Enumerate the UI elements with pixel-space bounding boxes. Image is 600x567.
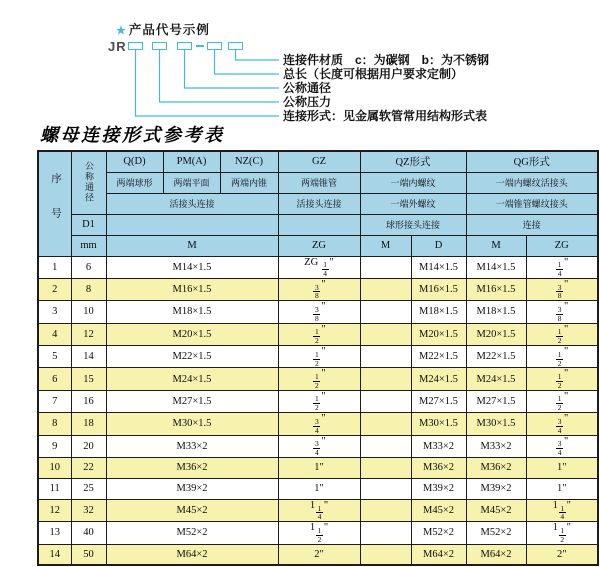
cell-qg-zg: 2": [526, 544, 598, 565]
cell-qg-zg: 1 $\frac{1}{2}$ ": [526, 522, 598, 544]
cell-qz-m: [360, 278, 411, 300]
fraction: $\frac{1}{2}$: [314, 372, 319, 390]
cell-dn: 15: [71, 368, 106, 390]
table-row: [38, 390, 598, 412]
table-row: [38, 301, 598, 323]
header-mm: mm: [71, 235, 106, 256]
cell-qg-m: M14×1.5: [466, 256, 526, 278]
header-qz-desc2: 一端外螺纹: [360, 193, 466, 214]
callout-length: 总长（长度可根据用户要求定制）: [283, 67, 464, 81]
cell-zg: 2": [278, 544, 360, 565]
cell-m: M16×1.5: [106, 278, 278, 300]
header-unit-qz-d: D: [411, 235, 466, 256]
cell-dn: 18: [71, 413, 106, 435]
table-body: [38, 256, 598, 565]
cell-dn: 6: [71, 256, 106, 278]
cell-qg-m: M64×2: [466, 544, 526, 565]
header-gz-connection: 活接头连接: [278, 193, 360, 214]
cell-qg-m: M33×2: [466, 435, 526, 457]
cell-qz-m: [360, 435, 411, 457]
table-row: [38, 522, 598, 544]
cell-m: M36×2: [106, 457, 278, 478]
cell-m: M27×1.5: [106, 390, 278, 412]
header-dn: [71, 151, 106, 214]
cell-no: 1: [38, 256, 71, 278]
table-row: [38, 278, 598, 300]
header-seq: [38, 151, 71, 256]
cell-qg-m: M24×1.5: [466, 368, 526, 390]
fraction: $\frac{1}{2}$: [314, 394, 319, 413]
cell-m: M14×1.5: [106, 256, 278, 278]
product-code-diagram: [0, 0, 600, 130]
cell-qz-m: [360, 390, 411, 412]
cell-qz-d: M45×2: [411, 499, 466, 521]
cell-no: 12: [38, 499, 71, 521]
table-row: [38, 457, 598, 478]
cell-no: 5: [38, 346, 71, 368]
cell-qg-m: M39×2: [466, 478, 526, 499]
cell-qz-m: [360, 457, 411, 478]
cell-qg-zg: $\frac{3}{8}$ ": [526, 278, 598, 300]
cell-dn: 8: [71, 278, 106, 300]
cell-qg-m: M36×2: [466, 457, 526, 478]
cell-qz-m: [360, 478, 411, 499]
cell-qg-zg: 1": [526, 457, 598, 478]
cell-qz-m: [360, 256, 411, 278]
fraction: $\frac{3}{4}$: [314, 416, 319, 435]
header-unit-qg-m: M: [466, 235, 526, 256]
cell-qg-m: M20×1.5: [466, 323, 526, 345]
cell-qg-zg: $\frac{1}{2}$ ": [526, 390, 598, 412]
fraction: $\frac{1}{2}$: [560, 525, 565, 544]
header-blank-left: [106, 214, 278, 235]
cell-qg-m: M22×1.5: [466, 346, 526, 368]
fraction: $\frac{1}{4}$: [323, 260, 328, 278]
cell-dn: 12: [71, 323, 106, 345]
cell-m: M45×2: [106, 499, 278, 521]
callout-pressure: 公称压力: [283, 95, 332, 109]
fraction: $\frac{3}{4}$: [557, 416, 562, 435]
header-qg-code: QG形式: [466, 151, 598, 172]
cell-qg-m: M52×2: [466, 522, 526, 544]
cell-qg-m: M18×1.5: [466, 301, 526, 323]
cell-no: 4: [38, 323, 71, 345]
table-title: 螺母连接形式参考表: [40, 125, 225, 145]
header-q-code: Q(D): [106, 151, 163, 172]
table-row: [38, 256, 598, 278]
cell-zg: $\frac{1}{2}$ ": [278, 368, 360, 390]
cell-qg-m: M30×1.5: [466, 413, 526, 435]
fraction: $\frac{1}{4}$: [557, 260, 562, 278]
fraction: $\frac{3}{8}$: [557, 282, 562, 301]
header-pm-desc: 两端平面: [163, 172, 220, 193]
fraction: $\frac{3}{8}$: [314, 304, 319, 323]
cell-zg: $\frac{3}{4}$ ": [278, 413, 360, 435]
fraction: $\frac{3}{8}$: [314, 282, 319, 301]
cell-qz-d: M30×1.5: [411, 413, 466, 435]
cell-qz-m: [360, 499, 411, 521]
cell-qz-d: M22×1.5: [411, 346, 466, 368]
cell-qz-d: M52×2: [411, 522, 466, 544]
cell-no: 10: [38, 457, 71, 478]
cell-qg-zg: $\frac{1}{2}$ ": [526, 368, 598, 390]
header-qg-desc1: 一端内螺纹活接头: [466, 172, 598, 193]
fraction: $\frac{1}{2}$: [557, 327, 562, 346]
nut-connection-table: [37, 150, 599, 566]
cell-qg-zg: $\frac{1}{2}$ ": [526, 346, 598, 368]
cell-zg: $\frac{1}{2}$ ": [278, 346, 360, 368]
cell-m: M22×1.5: [106, 346, 278, 368]
cell-m: M64×2: [106, 544, 278, 565]
cell-zg: $\frac{3}{8}$ ": [278, 278, 360, 300]
cell-no: 7: [38, 390, 71, 412]
cell-m: M24×1.5: [106, 368, 278, 390]
cell-qz-d: M20×1.5: [411, 323, 466, 345]
cell-dn: 14: [71, 346, 106, 368]
header-pm-code: PM(A): [163, 151, 220, 172]
cell-qg-zg: $\frac{3}{8}$ ": [526, 301, 598, 323]
cell-dn: 22: [71, 457, 106, 478]
header-left-connection: 活接头连接: [106, 193, 278, 214]
cell-zg: 1 $\frac{1}{2}$ ": [278, 522, 360, 544]
fraction: $\frac{1}{2}$: [557, 349, 562, 368]
cell-qg-zg: 1 $\frac{1}{4}$ ": [526, 499, 598, 521]
example-heading-label: 产品代号示例: [128, 23, 210, 37]
cell-qg-m: M45×2: [466, 499, 526, 521]
cell-qz-d: M33×2: [411, 435, 466, 457]
cell-zg: ZG $\frac{1}{4}$ ": [278, 256, 360, 278]
header-qz-code: QZ形式: [360, 151, 466, 172]
fraction: $\frac{1}{2}$: [557, 372, 562, 390]
fraction: $\frac{1}{2}$: [557, 394, 562, 413]
cell-dn: 50: [71, 544, 106, 565]
cell-zg: $\frac{1}{2}$ ": [278, 323, 360, 345]
header-unit-m: M: [106, 235, 278, 256]
cell-qz-m: [360, 301, 411, 323]
header-qg-connection: 连接: [466, 214, 598, 235]
table-row: [38, 323, 598, 345]
cell-qz-m: [360, 413, 411, 435]
cell-dn: 25: [71, 478, 106, 499]
cell-no: 11: [38, 478, 71, 499]
cell-qg-zg: 1": [526, 478, 598, 499]
cell-qg-m: M16×1.5: [466, 278, 526, 300]
cell-qz-d: M24×1.5: [411, 368, 466, 390]
table-row: [38, 544, 598, 565]
cell-dn: 40: [71, 522, 106, 544]
cell-qz-m: [360, 368, 411, 390]
callout-diameter: 公称通径: [283, 81, 332, 95]
cell-zg: $\frac{3}{4}$ ": [278, 435, 360, 457]
header-qg-desc2: 一端锥管螺纹接头: [466, 193, 598, 214]
header-dn-label: 公称通径: [84, 160, 94, 203]
fraction: $\frac{1}{2}$: [314, 327, 319, 346]
cell-qz-m: [360, 346, 411, 368]
fraction: $\frac{1}{2}$: [317, 525, 322, 544]
cell-zg: 1": [278, 478, 360, 499]
cell-no: 8: [38, 413, 71, 435]
header-qz-desc1: 一端内螺纹: [360, 172, 466, 193]
table-row: [38, 478, 598, 499]
cell-zg: $\frac{3}{8}$ ": [278, 301, 360, 323]
cell-qg-zg: $\frac{3}{4}$ ": [526, 435, 598, 457]
fraction: $\frac{1}{4}$: [317, 503, 322, 522]
header-nz-desc: 两端内锥: [220, 172, 278, 193]
cell-dn: 10: [71, 301, 106, 323]
header-d1: D1: [71, 214, 106, 235]
fraction: $\frac{3}{4}$: [557, 439, 562, 457]
cell-dn: 16: [71, 390, 106, 412]
header-unit-qg-zg: ZG: [526, 235, 598, 256]
cell-qg-zg: $\frac{1}{4}$ ": [526, 256, 598, 278]
cell-qz-m: [360, 544, 411, 565]
callout-connection: 连接形式：见金属软管常用结构形式表: [283, 109, 488, 123]
header-unit-zg: ZG: [278, 235, 360, 256]
cell-zg: 1": [278, 457, 360, 478]
header-gz-code: GZ: [278, 151, 360, 172]
header-blank-gz: [278, 214, 360, 235]
cell-qz-m: [360, 323, 411, 345]
cell-qz-m: [360, 522, 411, 544]
cell-qz-d: M27×1.5: [411, 390, 466, 412]
cell-dn: 32: [71, 499, 106, 521]
cell-m: M30×1.5: [106, 413, 278, 435]
star-icon: ★: [116, 25, 127, 37]
header-nz-code: NZ(C): [220, 151, 278, 172]
cell-m: M20×1.5: [106, 323, 278, 345]
cell-no: 9: [38, 435, 71, 457]
fraction: $\frac{1}{4}$: [560, 503, 565, 522]
cell-no: 6: [38, 368, 71, 390]
cell-qz-d: M18×1.5: [411, 301, 466, 323]
table-row: [38, 368, 598, 390]
header-unit-qz-m: M: [360, 235, 411, 256]
table-row: [38, 413, 598, 435]
cell-qg-m: M27×1.5: [466, 390, 526, 412]
table-row: [38, 499, 598, 521]
cell-zg: 1 $\frac{1}{4}$ ": [278, 499, 360, 521]
fraction: $\frac{3}{4}$: [314, 439, 319, 457]
cell-qz-d: M14×1.5: [411, 256, 466, 278]
cell-m: M33×2: [106, 435, 278, 457]
cell-m: M39×2: [106, 478, 278, 499]
callout-material: 连接件材质 c：为碳钢 b：为不锈钢: [283, 53, 490, 67]
cell-no: 14: [38, 544, 71, 565]
header-qz-connection: 球形接头连接: [360, 214, 466, 235]
header-q-desc: 两端球形: [106, 172, 163, 193]
cell-zg: $\frac{1}{2}$ ": [278, 390, 360, 412]
cell-no: 2: [38, 278, 71, 300]
fraction: $\frac{3}{8}$: [557, 304, 562, 323]
table-row: [38, 435, 598, 457]
fraction: $\frac{1}{2}$: [314, 349, 319, 368]
table-header: [38, 151, 598, 256]
code-prefix: JR: [108, 39, 127, 54]
table-row: [38, 346, 598, 368]
cell-qz-d: M36×2: [411, 457, 466, 478]
cell-dn: 20: [71, 435, 106, 457]
cell-m: M52×2: [106, 522, 278, 544]
cell-qg-zg: $\frac{3}{4}$ ": [526, 413, 598, 435]
cell-qg-zg: $\frac{1}{2}$ ": [526, 323, 598, 345]
cell-qz-d: M39×2: [411, 478, 466, 499]
header-seq-label: 序号: [50, 173, 61, 243]
header-gz-desc: 两端锥管: [278, 172, 360, 193]
cell-no: 3: [38, 301, 71, 323]
cell-qz-d: M16×1.5: [411, 278, 466, 300]
cell-m: M18×1.5: [106, 301, 278, 323]
cell-no: 13: [38, 522, 71, 544]
cell-qz-d: M64×2: [411, 544, 466, 565]
